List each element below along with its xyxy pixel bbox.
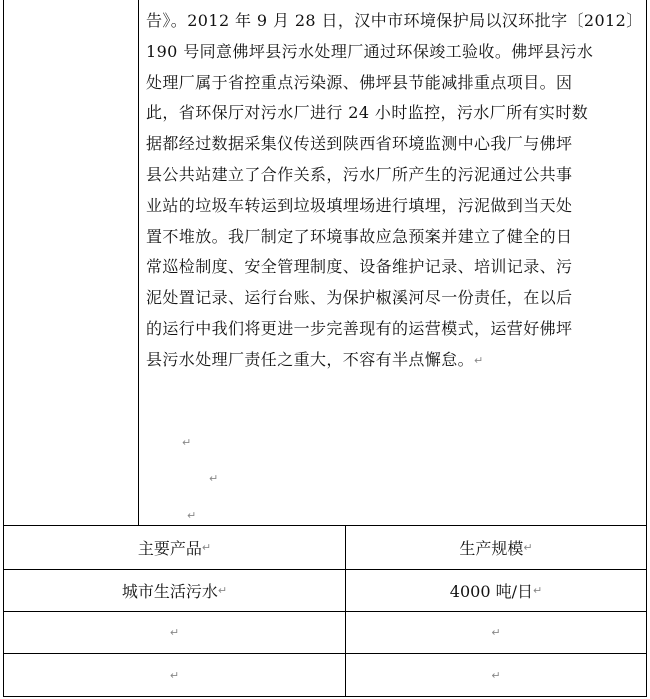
paragraph-mark-icon: ↵ <box>217 584 228 597</box>
text-line: 190 号同意佛坪县污水处理厂通过环保竣工验收。佛坪县污水 <box>146 41 594 61</box>
last-line-text: 县污水处理厂责任之重大，不容有半点懈怠。 <box>146 349 475 369</box>
paragraph-mark-icon: ↵ <box>532 584 543 597</box>
column-divider-left <box>138 0 139 525</box>
paragraph-mark-icon: ↵ <box>474 353 484 367</box>
text-line: 据都经过数据采集仪传送到陕西省环境监测中心我厂与佛坪 <box>146 134 573 154</box>
header-production-scale <box>346 526 646 569</box>
text-line-last <box>146 345 643 377</box>
text-line: 的运行中我们将更进一步完善现有的运营模式，运营好佛坪 <box>146 318 573 338</box>
product-cell <box>4 570 345 611</box>
scale-cell <box>346 570 646 611</box>
text-line: 业站的垃圾车转运到垃圾填埋场进行填埋，污泥做到当天处 <box>146 195 573 215</box>
text-line: 告》。2012 年 9 月 28 日，汉中市环境保护局以汉环批字〔2012〕 <box>146 11 643 30</box>
paragraph-mark-icon: ↵ <box>523 541 533 554</box>
paragraph-mark-icon: ↵ <box>187 509 197 522</box>
empty-product-cell <box>4 654 345 697</box>
text-line: 置不堆放。我厂制定了环境事故应急预案并建立了健全的日 <box>146 226 573 246</box>
text-line: 常巡检制度、安全管理制度、设备维护记录、培训记录、污 <box>146 257 573 277</box>
header-main-product-label: 主要产品 <box>137 539 202 558</box>
text-line: 县公共站建立了合作关系，污水厂所产生的污泥通过公共事 <box>146 164 573 184</box>
header-main-product <box>4 526 345 569</box>
product-value: 城市生活污水 <box>121 582 218 601</box>
paragraph-mark-icon: ↵ <box>491 626 501 639</box>
empty-product-cell <box>4 612 345 653</box>
empty-scale-cell <box>346 612 646 653</box>
paragraph-mark-icon: ↵ <box>169 626 180 639</box>
text-line: 此，省环保厅对污水厂进行 24 小时监控，污水厂所有实时数 <box>146 103 589 123</box>
paragraph-mark-icon: ↵ <box>169 669 180 682</box>
paragraph-mark-icon: ↵ <box>182 436 192 449</box>
empty-scale-cell <box>346 654 646 697</box>
text-line: 处理厂属于省控重点污染源、佛坪县节能减排重点项目。因 <box>146 72 573 92</box>
paragraph-mark-icon: ↵ <box>491 669 501 682</box>
scale-value: 4000 吨/日 <box>449 582 533 601</box>
header-production-scale-label: 生产规模 <box>459 539 524 558</box>
paragraph-mark-icon: ↵ <box>201 541 212 554</box>
paragraph-mark-icon: ↵ <box>209 472 219 485</box>
description-paragraph <box>146 6 643 377</box>
description-cell <box>146 6 643 377</box>
text-line: 泥处置记录、运行台账、为保护椒溪河尽一份责任，在以后 <box>146 288 573 308</box>
